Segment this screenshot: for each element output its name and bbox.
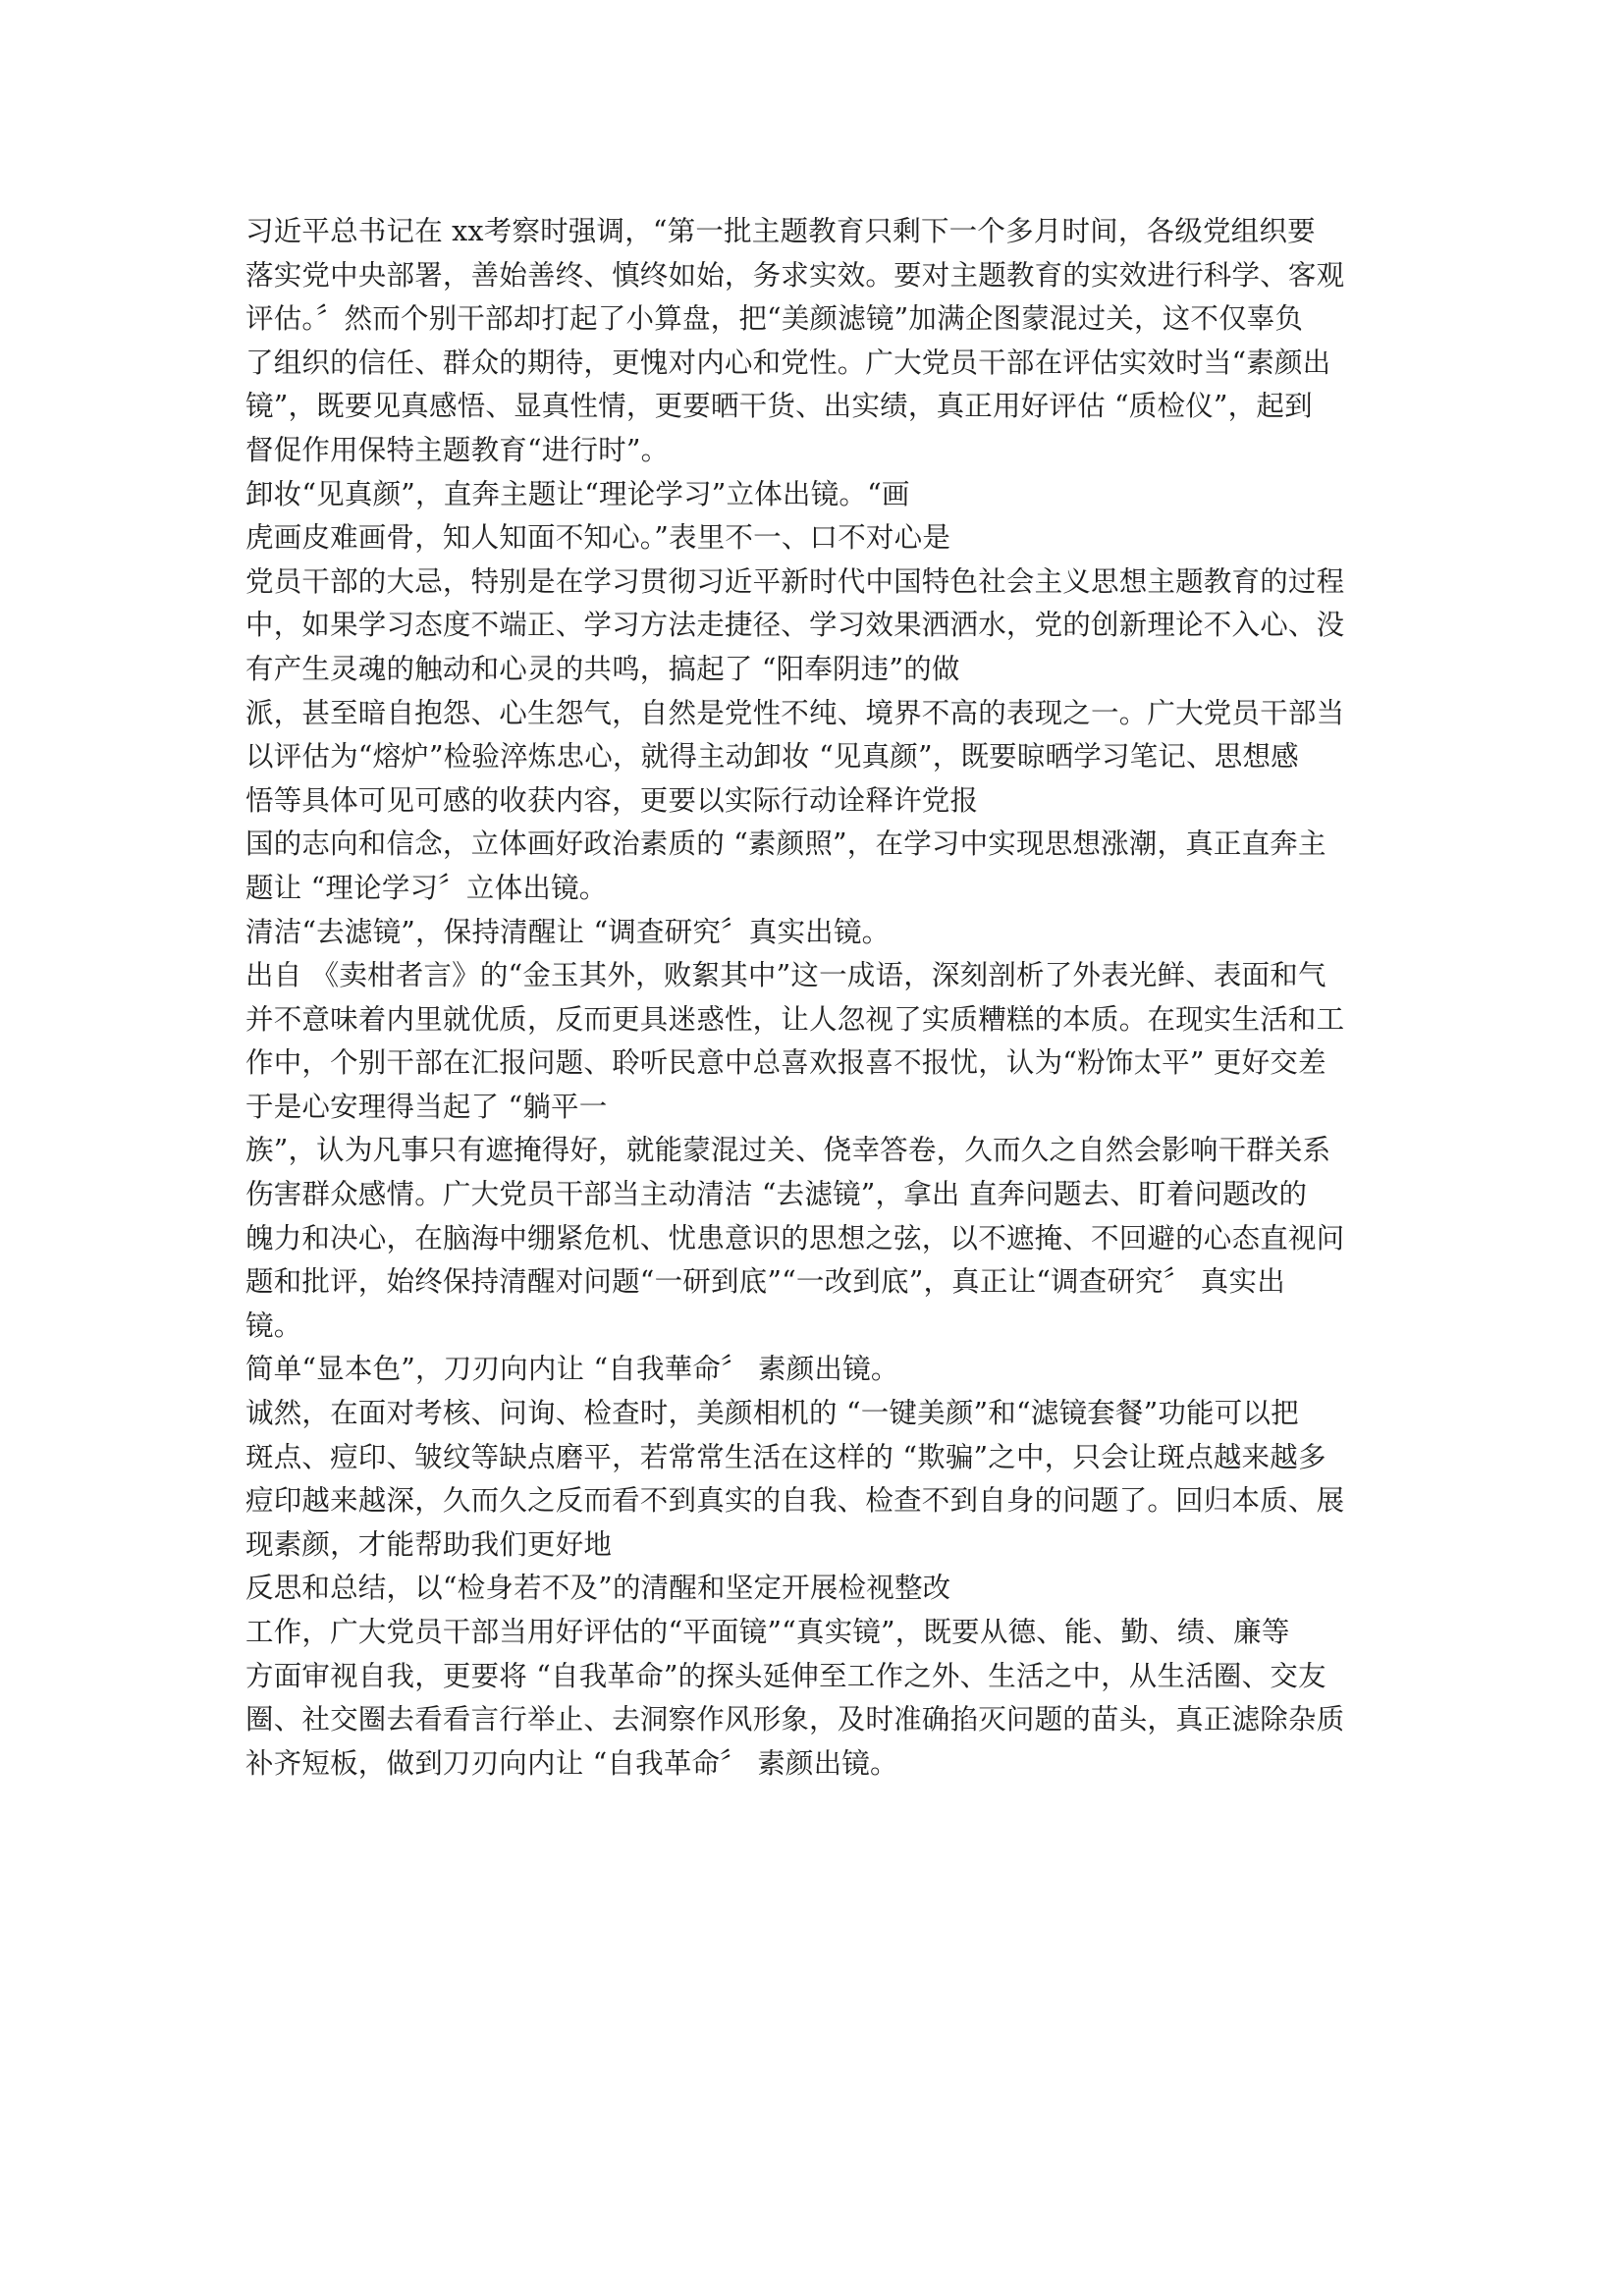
text-line: 评估。〞然而个别干部却打起了小算盘，把“美颜滤镜”加满企图蒙混过关，这不仅辜负	[245, 302, 1304, 336]
text-line: 题和批评，始终保持清醒对问题“一研到底”“一改到底”，真正让“调查研究〞 真实出	[245, 1265, 1285, 1299]
text-line: 清洁“去滤镜”，保持清醒让 “调查研究〞真实出镜。	[245, 915, 891, 948]
text-line: 习近平总书记在 xx考察时强调，“第一批主题教育只剩下一个多月时间，各级党组织要	[245, 215, 1316, 247]
text-line: 痘印越来越深，久而久之反而看不到真实的自我、检查不到自身的问题了。回归本质、展	[245, 1484, 1345, 1518]
text-line: 出自 《卖柑者言》的“金玉其外，败絮其中”这一成语，深刻剖析了外表光鲜、表面和气	[245, 959, 1326, 992]
text-line: 反思和总结，以“检身若不及”的清醒和坚定开展检视整改	[245, 1572, 951, 1605]
text-line: 现素颜，才能帮助我们更好地	[245, 1527, 613, 1561]
text-line: 悟等具体可见可感的收获内容，更要以实际行动诠释许党报	[245, 783, 979, 817]
text-line: 题让 “理论学习〞立体出镜。	[245, 871, 608, 904]
text-line: 落实党中央部署，善始善终、慎终如始，务求实效。要对主题教育的实效进行科学、客观	[245, 258, 1345, 292]
text-line: 作中，个别干部在汇报问题、聆听民意中总喜欢报喜不报忧，认为“粉饰太平” 更好交差	[245, 1046, 1326, 1080]
text-line: 圈、社交圈去看看言行举止、去洞察作风形象，及时准确掐灭问题的苗头，真正滤除杂质	[245, 1703, 1345, 1736]
text-line: 于是心安理得当起了 “躺平一	[245, 1090, 608, 1123]
text-line: 方面审视自我，更要将 “自我革命”的探头延伸至工作之外、生活之中，从生活圈、交友	[245, 1659, 1326, 1692]
text-line: 派，甚至暗自抱怨、心生怨气，自然是党性不纯、境界不高的表现之一。广大党员干部当	[245, 696, 1345, 729]
text-line: 镜。	[245, 1308, 302, 1342]
text-line: 以评估为“熔炉”检验淬炼忠心，就得主动卸妆 “见真颜”，既要晾晒学习笔记、思想感	[245, 740, 1299, 774]
text-line: 中，如果学习态度不端正、学习方法走捷径、学习效果洒洒水，党的创新理论不入心、没	[245, 609, 1345, 642]
text-line: 有产生灵魂的触动和心灵的共鸣，搞起了 “阳奉阴违”的做	[245, 652, 960, 685]
text-line: 魄力和决心，在脑海中绷紧危机、忧患意识的思想之弦，以不遮掩、不回避的心态直视问	[245, 1221, 1345, 1255]
text-line: 镜”，既要见真感悟、显真性情，更要晒干货、出实绩，真正用好评估 “质检仪”，起到	[245, 390, 1313, 423]
text-line: 补齐短板，做到刀刃向内让 “自我革命〞 素颜出镜。	[245, 1746, 898, 1780]
text-line: 斑点、痘印、皱纹等缺点磨平，若常常生活在这样的 “欺骗”之中，只会让斑点越来越多	[245, 1440, 1326, 1473]
text-line: 伤害群众感情。广大党员干部当主动清洁 “去滤镜”，拿出 直奔问题去、盯着问题改的	[245, 1178, 1308, 1211]
text-line: 国的志向和信念，立体画好政治素质的 “素颜照”，在学习中实现思想涨潮，真正直奔主	[245, 828, 1326, 861]
text-line: 诚然，在面对考核、问询、检查时，美颜相机的 “一键美颜”和“滤镜套餐”功能可以把	[245, 1397, 1299, 1430]
document-body	[245, 210, 1394, 1786]
text-line: 了组织的信任、群众的期待，更愧对内心和党性。广大党员干部在评估实效时当“素颜出	[245, 346, 1331, 379]
text-line: 工作，广大党员干部当用好评估的“平面镜”“真实镜”，既要从德、能、勤、绩、廉等	[245, 1616, 1290, 1648]
text-line: 虎画皮难画骨，知人知面不知心。”表里不一、口不对心是	[245, 521, 951, 555]
text-line: 党员干部的大忌，特别是在学习贯彻习近平新时代中国特色社会主义思想主题教育的过程	[245, 564, 1345, 598]
text-line: 并不意味着内里就优质，反而更具迷惑性，让人忽视了实质糟糕的本质。在现实生活和工	[245, 1002, 1345, 1036]
text-line: 卸妆“见真颜”，直奔主题让“理论学习”立体出镜。“画	[245, 477, 910, 510]
text-line: 督促作用保特主题教育“进行时”。	[245, 433, 670, 466]
text-line: 族”，认为凡事只有遮掩得好，就能蒙混过关、侥幸答卷，久而久之自然会影响干群关系	[245, 1134, 1331, 1167]
text-line: 简单“显本色”，刀刃向内让 “自我華命〞 素颜出镜。	[245, 1353, 899, 1386]
